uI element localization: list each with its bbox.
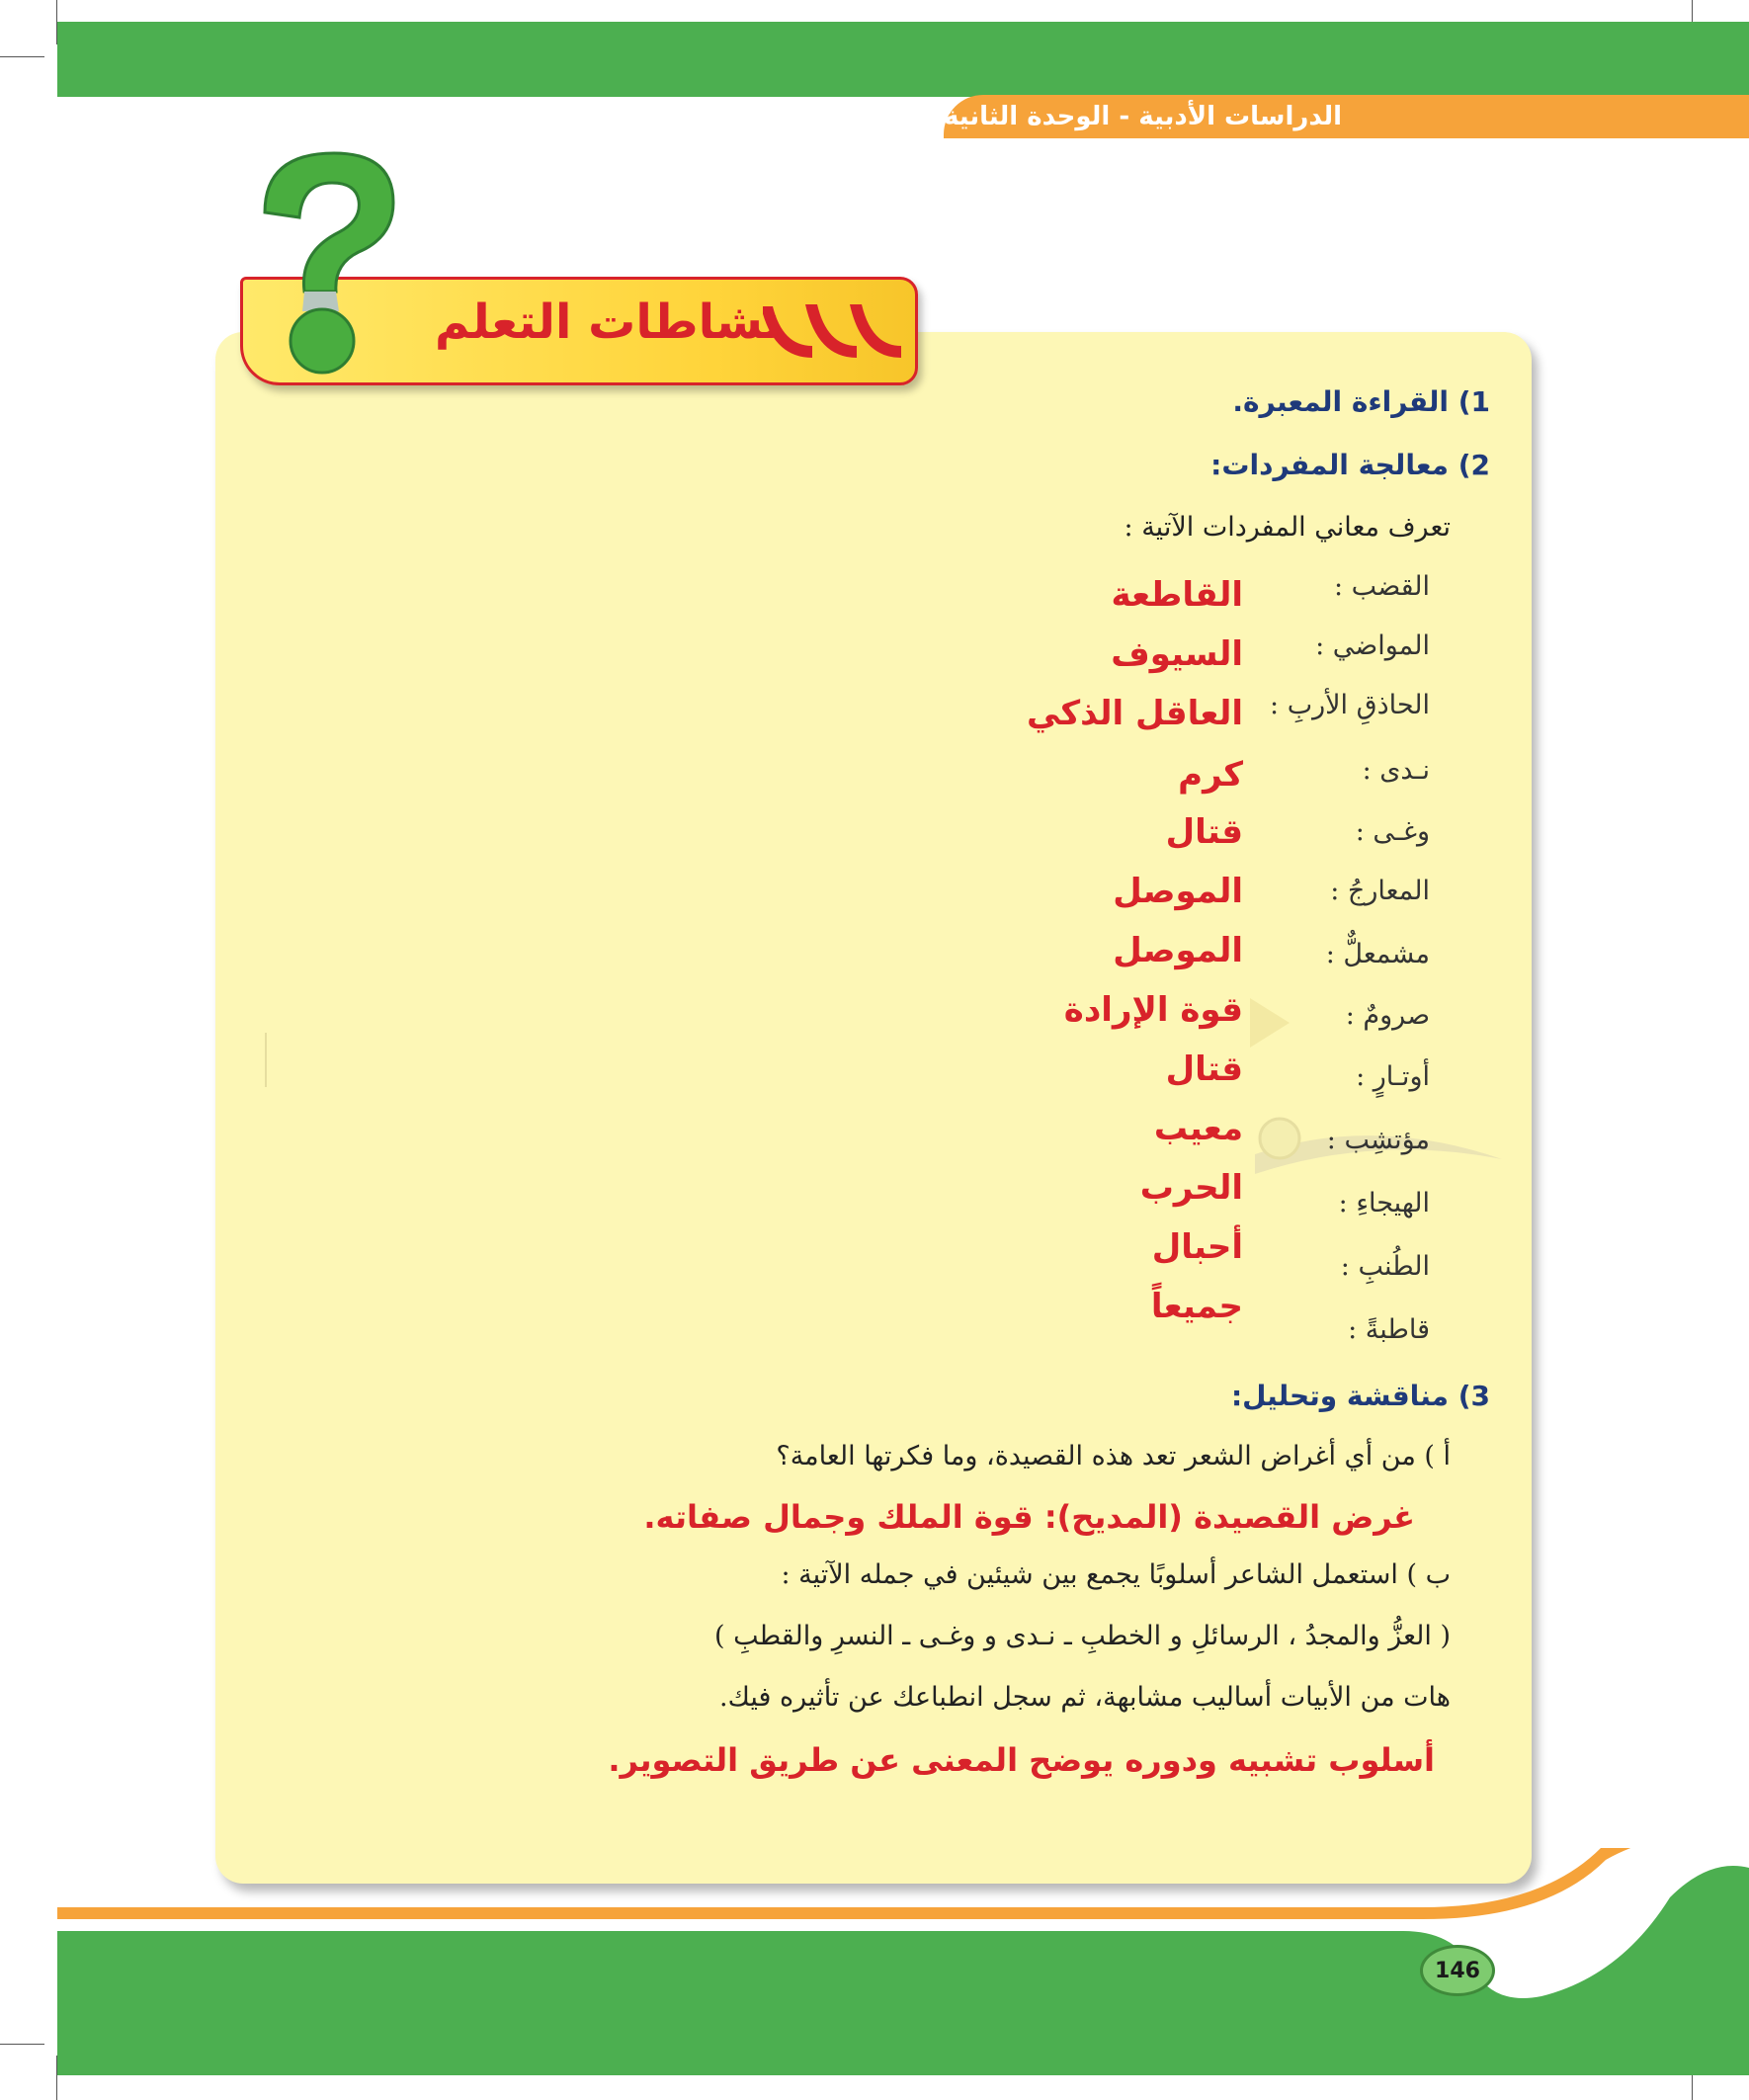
question-a-answer: غرض القصيدة (المديح): قوة الملك وجمال صفاته. [643, 1498, 1415, 1536]
vocab-term: نـدى : [1362, 755, 1430, 786]
vocab-term: الحاذقِ الأربِ : [1270, 690, 1430, 720]
vocab-term: صرومٌ : [1345, 1000, 1430, 1031]
question-a: أ ) من أي أغراض الشعر تعد هذه القصيدة، وما فكرتها العامة؟ [776, 1441, 1451, 1471]
vocab-meaning: جميعاً [1150, 1287, 1243, 1326]
vocab-term: القضب : [1334, 571, 1430, 602]
vocab-meaning: السيوف [1111, 634, 1243, 674]
reading-heading: 1) القراءة المعبرة. [1232, 385, 1490, 418]
vocab-term: وغـى : [1355, 816, 1430, 847]
top-green-bar [57, 22, 1749, 97]
question-b-answer: أسلوب تشبيه ودوره يوضح المعنى عن طريق التصوير. [608, 1741, 1435, 1779]
vocab-meaning: الموصل [1113, 931, 1243, 970]
vocab-meaning: القاطعة [1111, 575, 1243, 615]
vocab-term: مشمعلٌّ : [1325, 939, 1430, 969]
vocab-meaning: الموصل [1113, 872, 1243, 911]
vocab-meaning: كرم [1178, 755, 1243, 795]
discussion-heading: 3) مناقشة وتحليل: [1230, 1380, 1490, 1412]
question-b-task: هات من الأبيات أساليب مشابهة، ثم سجل انطباعك عن تأثيره فيك. [719, 1682, 1451, 1713]
vocab-meaning: قوة الإرادة [1063, 990, 1243, 1030]
vocab-term: قاطبةً : [1348, 1314, 1430, 1345]
vocabulary-intro: تعرف معاني المفردات الآتية : [1124, 512, 1451, 543]
vocab-meaning: أحبال [1151, 1227, 1243, 1267]
vocab-meaning: معيب [1153, 1109, 1243, 1148]
vocab-term: المعارجُ : [1330, 876, 1430, 906]
question-b: ب ) استعمل الشاعر أسلوبًا يجمع بين شيئين في جمله الآتية : [781, 1559, 1451, 1590]
running-header-title: الدراسات الأدبية - الوحدة الثانية [944, 102, 1343, 131]
question-mark-icon [245, 143, 413, 380]
vocab-meaning: العاقل الذكي [1026, 694, 1243, 733]
question-b-examples: ( العزُّ والمجدُ ، الرسائلِ و الخطبِ ـ نـدى و وغـى ـ النسرِ والقطبِ ) [714, 1621, 1451, 1651]
vocab-meaning: الحرب [1139, 1168, 1243, 1208]
vocab-term: الطُنبِ : [1340, 1251, 1430, 1282]
page-number: 146 [1420, 1945, 1495, 1996]
vocab-term: أوتـارٍ : [1356, 1061, 1430, 1092]
faint-left-line [265, 1033, 267, 1087]
vocab-term: مؤتشِب : [1326, 1125, 1430, 1155]
running-header [944, 95, 1749, 138]
vocab-term: الهيجاءِ : [1338, 1188, 1430, 1218]
banner-red-stripes [763, 296, 921, 366]
vocab-meaning: قتال [1165, 812, 1243, 852]
vocab-meaning: قتال [1165, 1050, 1243, 1089]
vocab-term: المواضي : [1315, 630, 1430, 661]
vocabulary-heading: 2) معالجة المفردات: [1210, 449, 1490, 481]
section-title: نشاطات التعلم [435, 294, 783, 350]
crop-mark [0, 56, 44, 57]
